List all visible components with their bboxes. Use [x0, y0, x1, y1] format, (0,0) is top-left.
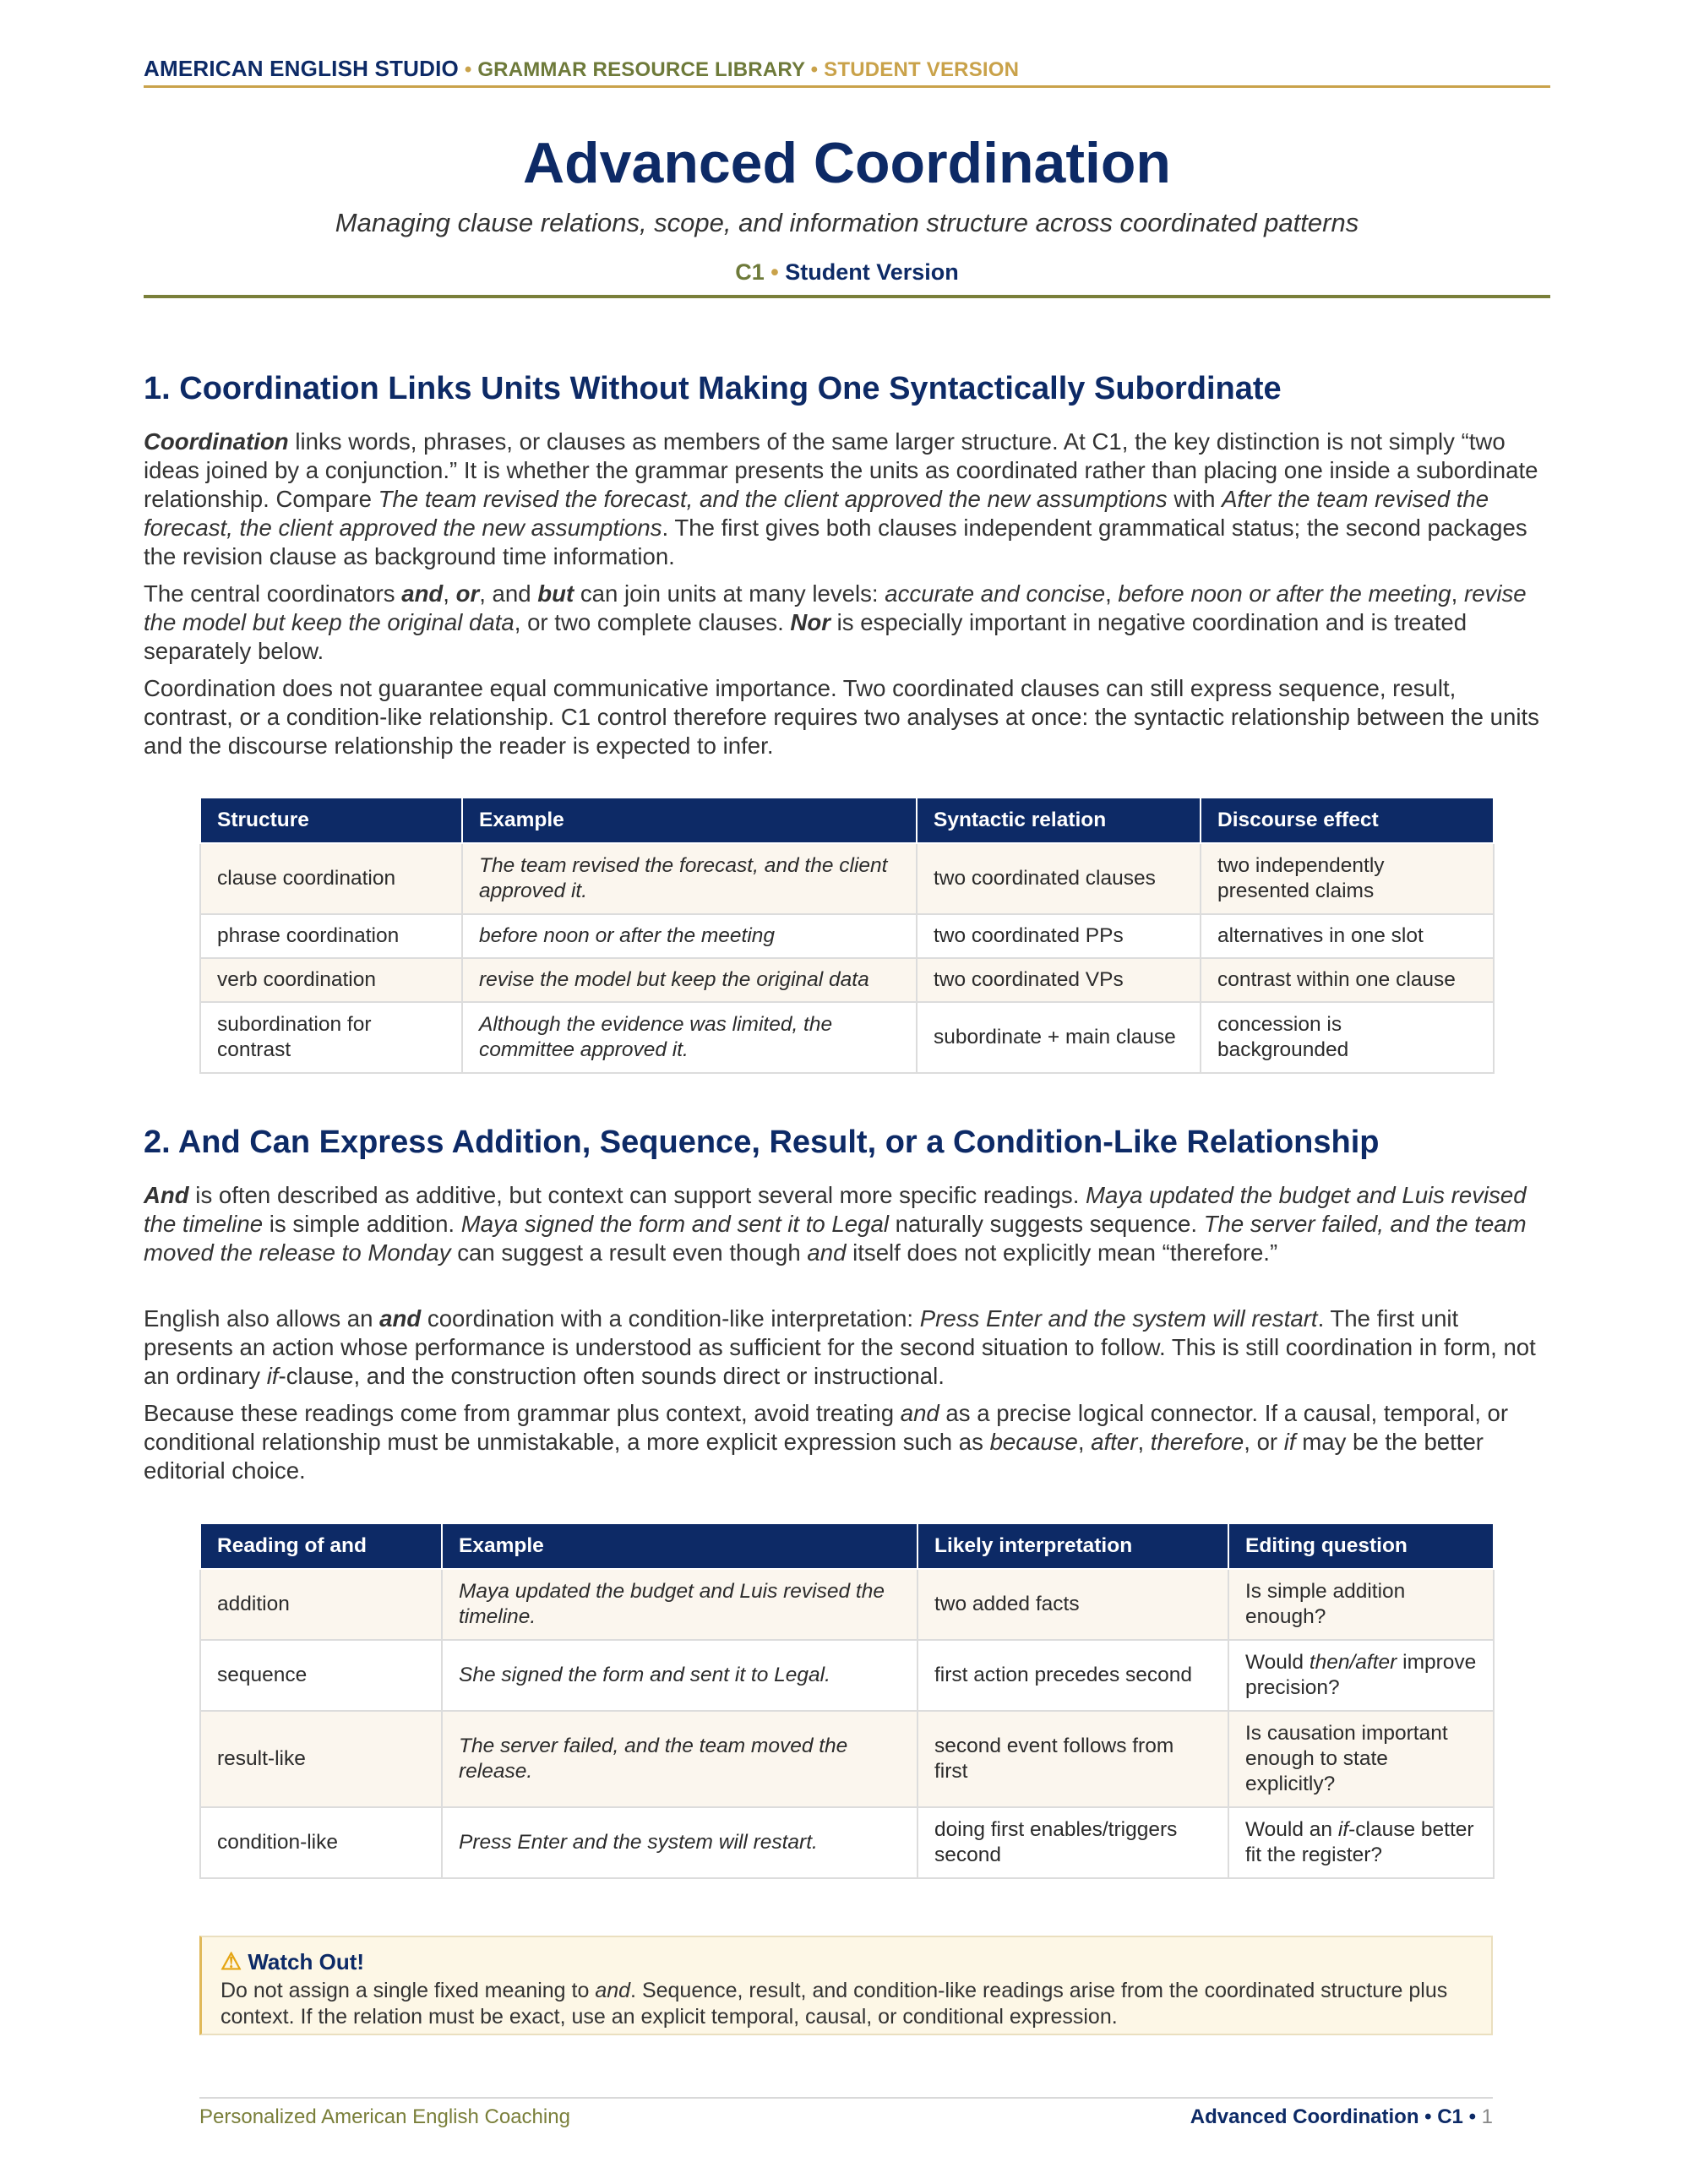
table-header-row — [200, 798, 1494, 843]
callout-title: Watch Out! — [248, 1949, 365, 1974]
table-cell: revise the model but keep the original data — [462, 958, 917, 1002]
table-cell: doing first enables/triggers second — [918, 1807, 1228, 1878]
table-cell: Although the evidence was limited, the committee approved it. — [462, 1002, 917, 1073]
table-cell: two added facts — [918, 1569, 1228, 1640]
header-library: GRAMMAR RESOURCE LIBRARY — [477, 58, 805, 81]
table-cell: two independently presented claims — [1201, 843, 1494, 914]
column-header: Editing question — [1228, 1524, 1494, 1569]
warning-icon: ⚠ — [221, 1948, 242, 1974]
section-2-paragraph-3: Because these readings come from grammar plus context, avoid treating and as a precise logical connector. If a causal, temporal, or conditional relationship must be unmistakable, a more explicit expression such as because, after, therefore, or if may be the better editorial choice. — [144, 1400, 1509, 1484]
footer-rule — [199, 2097, 1493, 2099]
table-cell: concession is backgrounded — [1201, 1002, 1494, 1073]
table-cell: sequence — [200, 1640, 442, 1711]
running-header — [144, 56, 1550, 82]
table-row — [200, 1002, 1494, 1073]
footer-right — [1190, 2104, 1493, 2131]
reading-table — [199, 1524, 1495, 1879]
document-subtitle: Managing clause relations, scope, and information structure across coordinated patterns — [335, 208, 1359, 237]
header-separator: • — [464, 58, 472, 81]
table-cell: Would then/after improve precision? — [1228, 1640, 1494, 1711]
table-cell: Is causation important enough to state explicitly? — [1228, 1711, 1494, 1807]
callout-title-line — [221, 1947, 1473, 1976]
table-cell: The server failed, and the team moved the release. — [442, 1711, 918, 1807]
section-2-paragraph-1: And is often described as additive, but context can support several more specific readings. Maya updated the budget and Luis revised the timeline is simple addition. Maya signed the form and sent it to Legal naturally suggests sequence. The server failed, and the team moved the release to Monday can suggest a result even though and itself does not explicitly mean “therefore.” — [144, 1182, 1527, 1266]
header-rule — [144, 85, 1550, 88]
table-cell: two coordinated clauses — [917, 843, 1201, 914]
table-cell: clause coordination — [200, 843, 462, 914]
table-cell: Maya updated the budget and Luis revised the timeline. — [442, 1569, 918, 1640]
table-cell: before noon or after the meeting — [462, 914, 917, 958]
table-header-row — [200, 1524, 1494, 1569]
column-header: Example — [442, 1524, 918, 1569]
watch-out-callout — [199, 1936, 1493, 2035]
column-header: Structure — [200, 798, 462, 843]
table-row — [200, 1640, 1494, 1711]
table-cell: condition-like — [200, 1807, 442, 1878]
table-cell: first action precedes second — [918, 1640, 1228, 1711]
section-1-paragraph-1: Coordination links words, phrases, or clauses as members of the same larger structure. At C1, the key distinction is not simply “two ideas joined by a conjunction.” It is whether the grammar presents the units as coordinated rather than placing one inside a subordinate relationship. Compare The team revised the forecast, and the client approved the new assumptions with After the team revised the forecast, the client approved the new assumptions. The first gives both clauses independent grammatical status; the second packages the revision clause as background time information. — [144, 428, 1538, 569]
footer-title: Advanced Coordination • C1 • — [1190, 2105, 1476, 2128]
table-row — [200, 1807, 1494, 1878]
table-row — [200, 914, 1494, 958]
level-separator: • — [770, 259, 779, 285]
column-header: Example — [462, 798, 917, 843]
table-cell: addition — [200, 1569, 442, 1640]
table-cell: two coordinated VPs — [917, 958, 1201, 1002]
table-cell: phrase coordination — [200, 914, 462, 958]
table-row — [200, 958, 1494, 1002]
table-cell: subordinate + main clause — [917, 1002, 1201, 1073]
document-title: Advanced Coordination — [523, 131, 1171, 195]
title-rule — [144, 295, 1550, 298]
level-code: C1 — [735, 259, 765, 285]
table-cell: alternatives in one slot — [1201, 914, 1494, 958]
column-header: Discourse effect — [1201, 798, 1494, 843]
callout-body: Do not assign a single fixed meaning to and. Sequence, result, and condition-like readings arise from the coordinated structure plus context. If the relation must be exact, use an explicit temporal, causal, or conditional expression. — [221, 1979, 1448, 2029]
table-row — [200, 1711, 1494, 1807]
table-cell: verb coordination — [200, 958, 462, 1002]
title-block — [144, 127, 1550, 287]
table-cell: The team revised the forecast, and the client approved it. — [462, 843, 917, 914]
table-cell: She signed the form and sent it to Legal. — [442, 1640, 918, 1711]
section-2-paragraph-2: English also allows an and coordination with a condition-like interpretation: Press Enter and the system will restart. The first unit presents an action whose performance is understood as sufficient for the second situation to follow. This is still coordination in form, not an ordinary if-clause, and the construction often sounds direct or instructional. — [144, 1305, 1536, 1389]
column-header: Reading of and — [200, 1524, 442, 1569]
header-version: STUDENT VERSION — [824, 58, 1020, 81]
footer-left: Personalized American English Coaching — [199, 2105, 570, 2128]
table-cell: result-like — [200, 1711, 442, 1807]
table-cell: Would an if-clause better fit the register? — [1228, 1807, 1494, 1878]
column-header: Likely interpretation — [918, 1524, 1228, 1569]
section-1-heading: 1. Coordination Links Units Without Making One Syntactically Subordinate — [144, 371, 1282, 406]
section-2-heading: 2. And Can Express Addition, Sequence, Result, or a Condition-Like Relationship — [144, 1125, 1380, 1160]
section-1-paragraph-2: The central coordinators and, or, and but can join units at many levels: accurate and concise, before noon or after the meeting, revise the model but keep the original data, or two complete clauses. Nor is especially important in negative coordination and is treated separately below. — [144, 580, 1527, 664]
header-brand: AMERICAN ENGLISH STUDIO — [144, 56, 459, 81]
table-cell: second event follows from first — [918, 1711, 1228, 1807]
section-1-paragraph-3: Coordination does not guarantee equal communicative importance. Two coordinated clauses can still express sequence, result, contrast, or a condition-like relationship. C1 control therefore requires two analyses at once: the syntactic relationship between the units and the discourse relationship the reader is expected to infer. — [144, 675, 1539, 759]
header-separator: • — [810, 58, 819, 81]
table-cell: two coordinated PPs — [917, 914, 1201, 958]
column-header: Syntactic relation — [917, 798, 1201, 843]
page-number: 1 — [1481, 2105, 1493, 2128]
table-row — [200, 843, 1494, 914]
structure-table — [199, 798, 1495, 1074]
table-cell: Press Enter and the system will restart. — [442, 1807, 918, 1878]
table-cell: subordination for contrast — [200, 1002, 462, 1073]
level-label: Student Version — [785, 259, 959, 285]
table-cell: contrast within one clause — [1201, 958, 1494, 1002]
level-line — [144, 257, 1550, 287]
table-cell: Is simple addition enough? — [1228, 1569, 1494, 1640]
table-row — [200, 1569, 1494, 1640]
